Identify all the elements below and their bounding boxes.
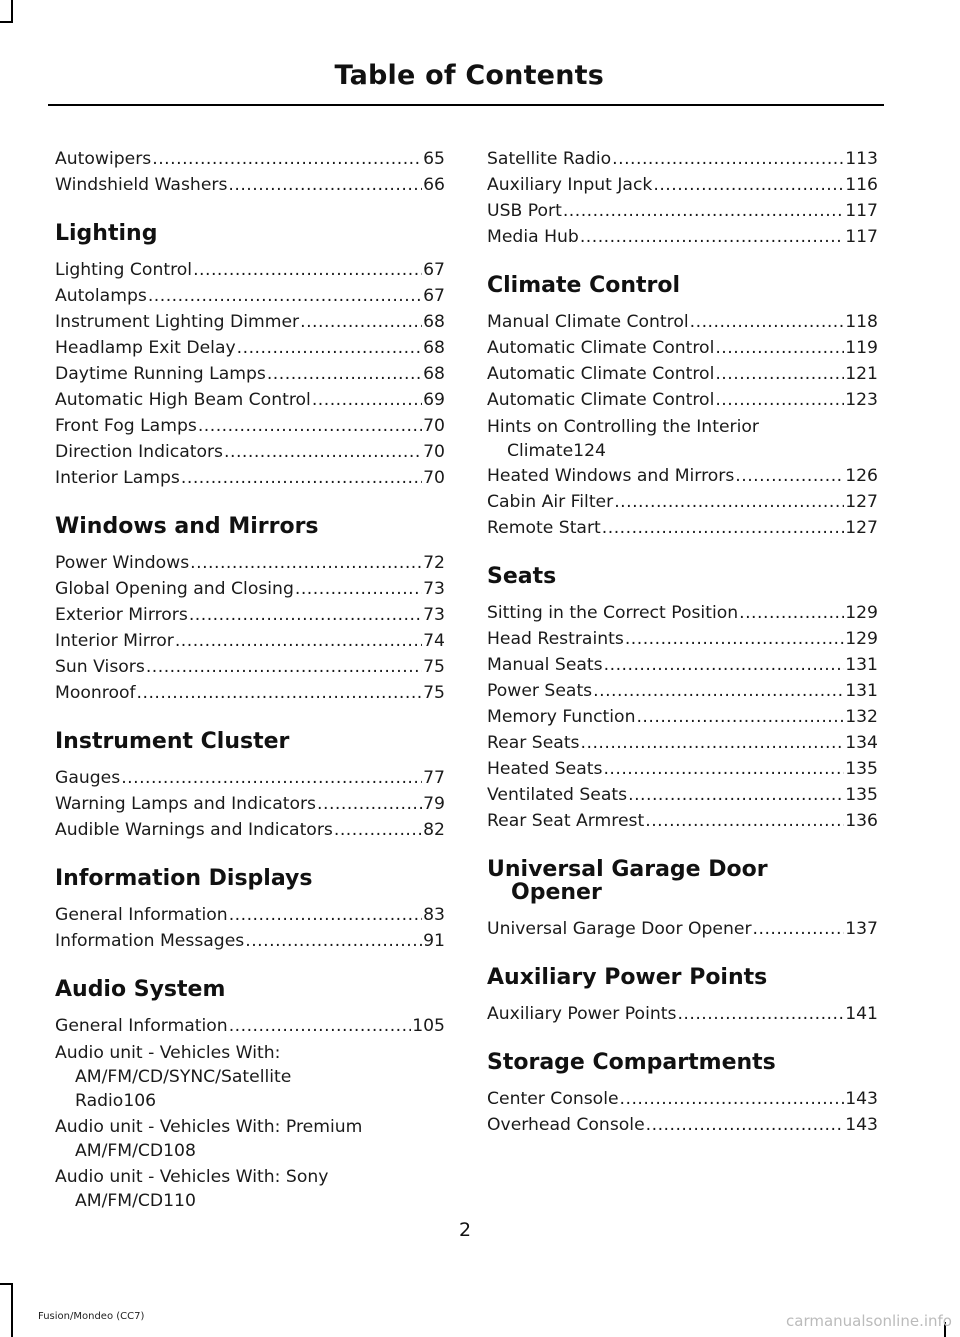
toc-entry-page: 118 (845, 312, 878, 332)
toc-leader-dots (175, 628, 422, 654)
toc-entry-title-line: Audio unit - Vehicles With: Premium (55, 1117, 363, 1137)
toc-entry[interactable] (487, 808, 878, 834)
toc-entry[interactable] (55, 146, 445, 172)
toc-entry-page: 68 (423, 364, 445, 384)
toc-entry-page: 75 (423, 657, 445, 677)
toc-entry-page: 75 (423, 683, 445, 703)
toc-entry[interactable] (55, 387, 445, 413)
toc-entry[interactable] (487, 224, 878, 250)
toc-entry-title: Headlamp Exit Delay (55, 338, 236, 358)
toc-entry[interactable] (55, 602, 445, 628)
toc-entry-page: 131 (845, 681, 878, 701)
toc-entry[interactable] (487, 198, 878, 224)
toc-entry[interactable] (487, 1086, 878, 1112)
toc-leader-dots (602, 515, 844, 541)
section-heading-text: Auxiliary Power Points (487, 965, 768, 990)
toc-entry-title: Automatic Climate Control (487, 390, 715, 410)
toc-entry[interactable] (487, 1112, 878, 1138)
crop-mark-top-left-vertical (11, 0, 13, 22)
toc-entry-page: 67 (423, 286, 445, 306)
toc-entry-title: Satellite Radio (487, 149, 612, 169)
section-heading-text: Instrument Cluster (55, 729, 290, 754)
toc-entry-title: Heated Seats (487, 759, 603, 779)
toc-entry-title: Daytime Running Lamps (55, 364, 266, 384)
toc-leader-dots (604, 652, 845, 678)
toc-leader-dots (229, 902, 422, 928)
toc-leader-dots (137, 680, 423, 706)
toc-entry[interactable] (487, 730, 878, 756)
toc-entry-title: Exterior Mirrors (55, 605, 188, 625)
toc-entry-title: Memory Function (487, 707, 636, 727)
toc-entry-page: 132 (845, 707, 878, 727)
toc-leader-dots (645, 808, 844, 834)
section-heading-text: Lighting (55, 221, 158, 246)
toc-entry[interactable] (55, 257, 445, 283)
toc-entry-page: 82 (423, 820, 445, 840)
section-heading (55, 978, 445, 1001)
toc-entry-title: Interior Mirror (55, 631, 174, 651)
toc-entry[interactable] (487, 335, 878, 361)
toc-leader-dots (739, 600, 844, 626)
toc-leader-dots (295, 576, 422, 602)
toc-leader-dots (715, 361, 844, 387)
toc-entry-title: Power Windows (55, 553, 190, 573)
toc-entry-title: Direction Indicators (55, 442, 224, 462)
toc-leader-dots (300, 309, 422, 335)
toc-entry-title: Sun Visors (55, 657, 145, 677)
toc-entry[interactable] (487, 600, 878, 626)
toc-entry-page: 73 (423, 579, 445, 599)
toc-entry-page: 68 (423, 338, 445, 358)
toc-entry[interactable] (55, 550, 445, 576)
section-heading (487, 1051, 878, 1074)
watermark: carmanualsonline.info (786, 1312, 952, 1330)
toc-entry-page: 126 (845, 466, 878, 486)
toc-entry-last-line (55, 1089, 445, 1113)
toc-entry[interactable] (55, 413, 445, 439)
toc-entry-page: 131 (845, 655, 878, 675)
toc-entry-title: Ventilated Seats (487, 785, 628, 805)
toc-leader-dots (735, 463, 844, 489)
toc-leader-dots (228, 172, 422, 198)
toc-entry-title: Rear Seat Armrest (487, 811, 645, 831)
toc-entry[interactable] (55, 361, 445, 387)
toc-entry-page: 127 (845, 492, 878, 512)
toc-entry-page: 116 (845, 175, 878, 195)
toc-entry[interactable] (487, 387, 878, 413)
toc-right-column (487, 146, 878, 1138)
toc-entry-title: Center Console (487, 1089, 619, 1109)
toc-entry-page: 117 (845, 201, 878, 221)
toc-entry-page: 141 (845, 1004, 878, 1024)
toc-entry-title: Front Fog Lamps (55, 416, 197, 436)
toc-leader-dots (646, 1112, 845, 1138)
toc-entry-page: 136 (845, 811, 878, 831)
toc-entry[interactable] (487, 146, 878, 172)
toc-entry[interactable] (55, 309, 445, 335)
toc-entry-title: USB Port (487, 201, 562, 221)
toc-entry-last-line (55, 1189, 445, 1213)
section-heading-text: Audio System (55, 977, 226, 1002)
toc-leader-dots (690, 309, 845, 335)
toc-leader-dots (581, 730, 845, 756)
toc-entry-title: Remote Start (487, 518, 601, 538)
toc-entry-title: Media Hub (487, 227, 579, 247)
toc-entry[interactable] (55, 628, 445, 654)
toc-entry-page: 69 (423, 390, 445, 410)
toc-entry[interactable] (487, 678, 878, 704)
toc-entry[interactable] (55, 928, 445, 954)
toc-entry-page: 68 (423, 312, 445, 332)
toc-entry[interactable] (55, 1041, 445, 1113)
section-heading (55, 730, 445, 753)
toc-entry-title: Autowipers (55, 149, 152, 169)
crop-mark-bottom-left-horizontal (0, 1283, 13, 1285)
toc-entry-title: Automatic High Beam Control (55, 390, 311, 410)
toc-entry-title-line: AM/FM/CD (75, 1191, 164, 1211)
toc-leader-dots (603, 756, 844, 782)
toc-entry-page: 143 (845, 1089, 878, 1109)
toc-entry-page: 72 (423, 553, 445, 573)
toc-entry[interactable] (487, 515, 878, 541)
toc-entry[interactable] (55, 817, 445, 843)
toc-entry-title: Moonroof (55, 683, 136, 703)
toc-leader-dots (580, 224, 844, 250)
toc-leader-dots (267, 361, 422, 387)
section-heading-text: Climate Control (487, 273, 681, 298)
toc-entry[interactable] (55, 654, 445, 680)
toc-entry-page: 73 (423, 605, 445, 625)
toc-leader-dots (190, 550, 422, 576)
section-heading (487, 565, 878, 588)
toc-leader-dots (224, 439, 422, 465)
toc-entry-title: Global Opening and Closing (55, 579, 294, 599)
section-heading-text: Storage Compartments (487, 1050, 776, 1075)
crop-mark-top-left-horizontal (0, 21, 13, 23)
section-heading (487, 274, 878, 297)
toc-leader-dots (715, 335, 844, 361)
toc-entry[interactable] (487, 309, 878, 335)
toc-leader-dots (245, 928, 422, 954)
toc-entry-title: General Information (55, 905, 228, 925)
toc-leader-dots (229, 1013, 411, 1039)
toc-entry-last-line (55, 1139, 445, 1163)
toc-entry[interactable] (55, 1165, 445, 1213)
toc-entry-page: 143 (845, 1115, 878, 1135)
toc-entry-title: Autolamps (55, 286, 147, 306)
toc-entry-page: 127 (845, 518, 878, 538)
toc-leader-dots (653, 172, 844, 198)
toc-entry[interactable] (55, 172, 445, 198)
section-heading-text: Seats (487, 564, 557, 589)
toc-entry[interactable] (55, 1115, 445, 1163)
header-rule (48, 104, 884, 106)
toc-entry-title: Instrument Lighting Dimmer (55, 312, 300, 332)
page-title: Table of Contents (334, 60, 604, 91)
toc-entry-page: 137 (845, 919, 878, 939)
toc-entry-page: 67 (423, 260, 445, 280)
toc-entry-page: 124 (573, 441, 606, 461)
toc-entry-page: 119 (845, 338, 878, 358)
toc-entry-page: 110 (163, 1191, 196, 1211)
toc-entry-title: Auxiliary Input Jack (487, 175, 653, 195)
toc-entry[interactable] (55, 791, 445, 817)
footer-model: Fusion/Mondeo (CC7) (38, 1311, 145, 1322)
toc-entry-page: 135 (845, 759, 878, 779)
toc-leader-dots (237, 335, 422, 361)
section-heading-text: Windows and Mirrors (55, 514, 319, 539)
toc-entry-page: 91 (423, 931, 445, 951)
toc-entry-title-line: Audio unit - Vehicles With: (55, 1043, 281, 1063)
toc-entry-page: 129 (845, 603, 878, 623)
toc-entry-title: Overhead Console (487, 1115, 645, 1135)
toc-entry-title: Lighting Control (55, 260, 193, 280)
toc-entry-page: 123 (845, 390, 878, 410)
toc-leader-dots (677, 1001, 844, 1027)
toc-entry-page: 135 (845, 785, 878, 805)
section-heading-text: Universal Garage Door (487, 857, 768, 882)
toc-entry-title: Manual Climate Control (487, 312, 689, 332)
toc-entry-page: 121 (845, 364, 878, 384)
section-heading (55, 222, 445, 245)
toc-entry-page: 117 (845, 227, 878, 247)
toc-leader-dots (148, 283, 422, 309)
toc-entry-page: 113 (845, 149, 878, 169)
toc-entry-title-line: AM/FM/CD/SYNC/Satellite (75, 1067, 292, 1087)
toc-entry[interactable] (55, 1013, 445, 1039)
toc-entry-title: Rear Seats (487, 733, 580, 753)
section-heading-text: Information Displays (55, 866, 313, 891)
toc-entry-title: Windshield Washers (55, 175, 228, 195)
toc-entry[interactable] (487, 756, 878, 782)
toc-entry[interactable] (487, 652, 878, 678)
section-heading (487, 858, 878, 904)
toc-leader-dots (146, 654, 422, 680)
toc-entry-page: 129 (845, 629, 878, 649)
toc-entry-page: 65 (423, 149, 445, 169)
toc-leader-dots (614, 489, 844, 515)
toc-entry-page: 134 (845, 733, 878, 753)
toc-entry[interactable] (55, 765, 445, 791)
toc-leader-dots (198, 413, 422, 439)
toc-entry[interactable] (55, 283, 445, 309)
toc-entry-page: 74 (423, 631, 445, 651)
toc-entry[interactable] (487, 1001, 878, 1027)
toc-left-column (55, 146, 445, 1213)
toc-entry[interactable] (487, 782, 878, 808)
toc-leader-dots (636, 704, 844, 730)
toc-entry-page: 79 (423, 794, 445, 814)
toc-entry-title: Cabin Air Filter (487, 492, 614, 512)
toc-leader-dots (317, 791, 422, 817)
toc-entry[interactable] (55, 335, 445, 361)
toc-entry-page: 108 (163, 1141, 196, 1161)
toc-entry-page: 66 (423, 175, 445, 195)
toc-leader-dots (312, 387, 422, 413)
toc-entry[interactable] (55, 439, 445, 465)
toc-leader-dots (334, 817, 422, 843)
toc-leader-dots (152, 146, 422, 172)
toc-entry[interactable] (487, 916, 878, 942)
toc-entry-title: Auxiliary Power Points (487, 1004, 677, 1024)
toc-entry[interactable] (487, 626, 878, 652)
toc-entry-page: 70 (423, 468, 445, 488)
toc-entry-title: Universal Garage Door Opener (487, 919, 752, 939)
toc-entry-title: Head Restraints (487, 629, 624, 649)
toc-entry-title: Audible Warnings and Indicators (55, 820, 333, 840)
toc-entry[interactable] (487, 172, 878, 198)
toc-entry[interactable] (55, 902, 445, 928)
section-heading (487, 966, 878, 989)
toc-entry-title: Power Seats (487, 681, 593, 701)
toc-leader-dots (625, 626, 844, 652)
page-number: 2 (458, 1219, 472, 1241)
toc-entry[interactable] (55, 576, 445, 602)
toc-entry-page: 77 (423, 768, 445, 788)
toc-leader-dots (121, 765, 422, 791)
toc-leader-dots (753, 916, 845, 942)
toc-entry-title-line: Audio unit - Vehicles With: Sony (55, 1167, 329, 1187)
toc-entry-title-line: Hints on Controlling the Interior (487, 417, 759, 437)
toc-entry-title-line: Radio (75, 1091, 124, 1111)
toc-entry-title: Gauges (55, 768, 121, 788)
toc-entry[interactable] (487, 361, 878, 387)
toc-entry-title: Warning Lamps and Indicators (55, 794, 317, 814)
toc-entry-title: Sitting in the Correct Position (487, 603, 739, 623)
toc-leader-dots (593, 678, 844, 704)
toc-leader-dots (628, 782, 844, 808)
toc-entry-title: Manual Seats (487, 655, 603, 675)
toc-entry-title-line: AM/FM/CD (75, 1141, 164, 1161)
toc-entry[interactable] (55, 465, 445, 491)
toc-entry-page: 70 (423, 416, 445, 436)
toc-entry-title: Automatic Climate Control (487, 364, 715, 384)
toc-leader-dots (181, 465, 422, 491)
toc-entry-page: 70 (423, 442, 445, 462)
toc-entry-page: 106 (123, 1091, 157, 1111)
toc-entry-page: 83 (423, 905, 445, 925)
toc-leader-dots (612, 146, 844, 172)
toc-leader-dots (620, 1086, 845, 1112)
toc-entry[interactable] (487, 489, 878, 515)
toc-leader-dots (715, 387, 844, 413)
toc-entry[interactable] (55, 680, 445, 706)
toc-entry[interactable] (487, 463, 878, 489)
crop-mark-bottom-left-vertical (11, 1283, 13, 1337)
toc-entry-title: Automatic Climate Control (487, 338, 715, 358)
section-heading (55, 515, 445, 538)
toc-leader-dots (189, 602, 422, 628)
toc-entry-title-line: Climate (507, 441, 574, 461)
toc-entry[interactable] (487, 704, 878, 730)
toc-entry-title: Information Messages (55, 931, 245, 951)
toc-entry-last-line (487, 439, 878, 463)
toc-entry-title: Interior Lamps (55, 468, 180, 488)
toc-leader-dots (563, 198, 844, 224)
toc-entry-page: 105 (412, 1016, 445, 1036)
toc-entry-title: General Information (55, 1016, 228, 1036)
section-heading (55, 867, 445, 890)
toc-entry[interactable] (487, 415, 878, 463)
toc-entry-title: Heated Windows and Mirrors (487, 466, 735, 486)
toc-leader-dots (193, 257, 422, 283)
section-heading-text-continued: Opener (511, 880, 602, 905)
